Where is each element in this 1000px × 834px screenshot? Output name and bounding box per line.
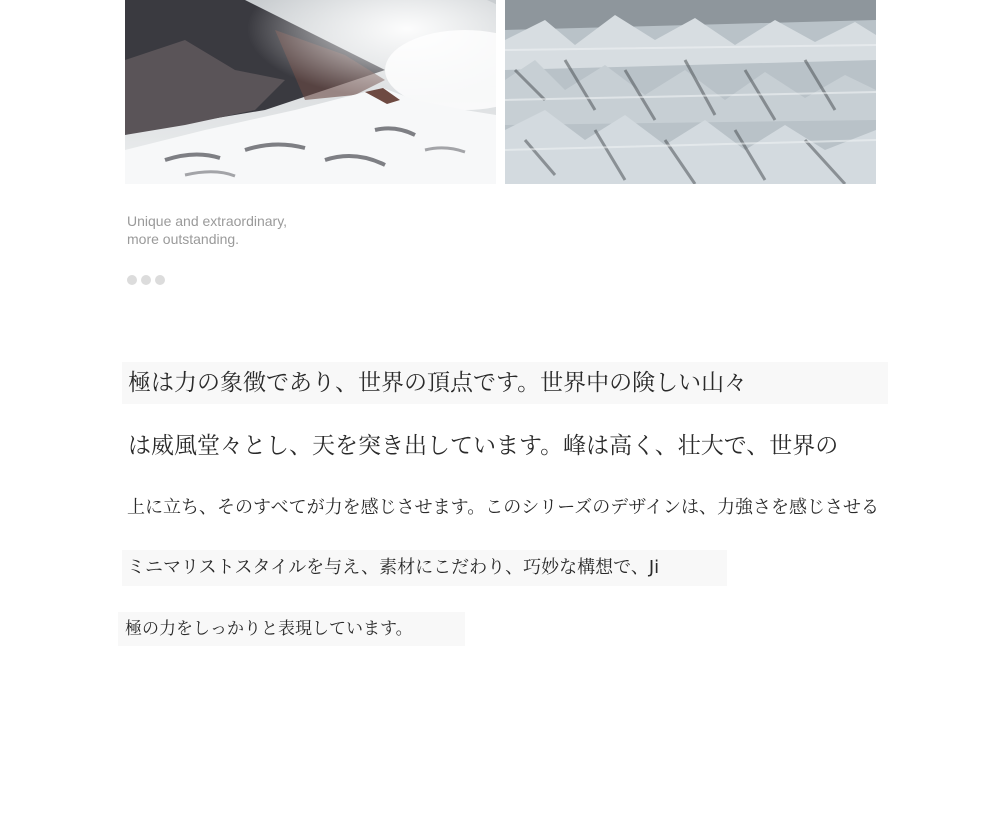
description-line-4: ミニマリストスタイルを与え、素材にこだわり、巧妙な構想で、Ji: [122, 550, 727, 586]
tagline: [127, 212, 287, 248]
description-line-5: 極の力をしっかりと表現しています。: [118, 612, 465, 646]
carousel-dot[interactable]: [155, 275, 165, 285]
snowy-mountain-photo: [125, 0, 496, 184]
tagline-line-1: Unique and extraordinary,: [127, 213, 288, 229]
carousel-dot[interactable]: [141, 275, 151, 285]
carousel-indicator: [127, 275, 165, 285]
description-line-3: 上に立ち、そのすべてが力を感じさせます。このシリーズのデザインは、力強さを感じさせる: [127, 497, 880, 518]
glacier-photo: [505, 0, 876, 184]
description-line-1: 極は力の象徴であり、世界の頂点です。世界中の険しい山々: [122, 362, 888, 404]
description-line-2: は威風堂々とし、天を突き出しています。峰は高く、壮大で、世界の: [128, 433, 839, 459]
carousel-dot[interactable]: [127, 275, 137, 285]
tagline-line-2: more outstanding.: [127, 231, 240, 247]
